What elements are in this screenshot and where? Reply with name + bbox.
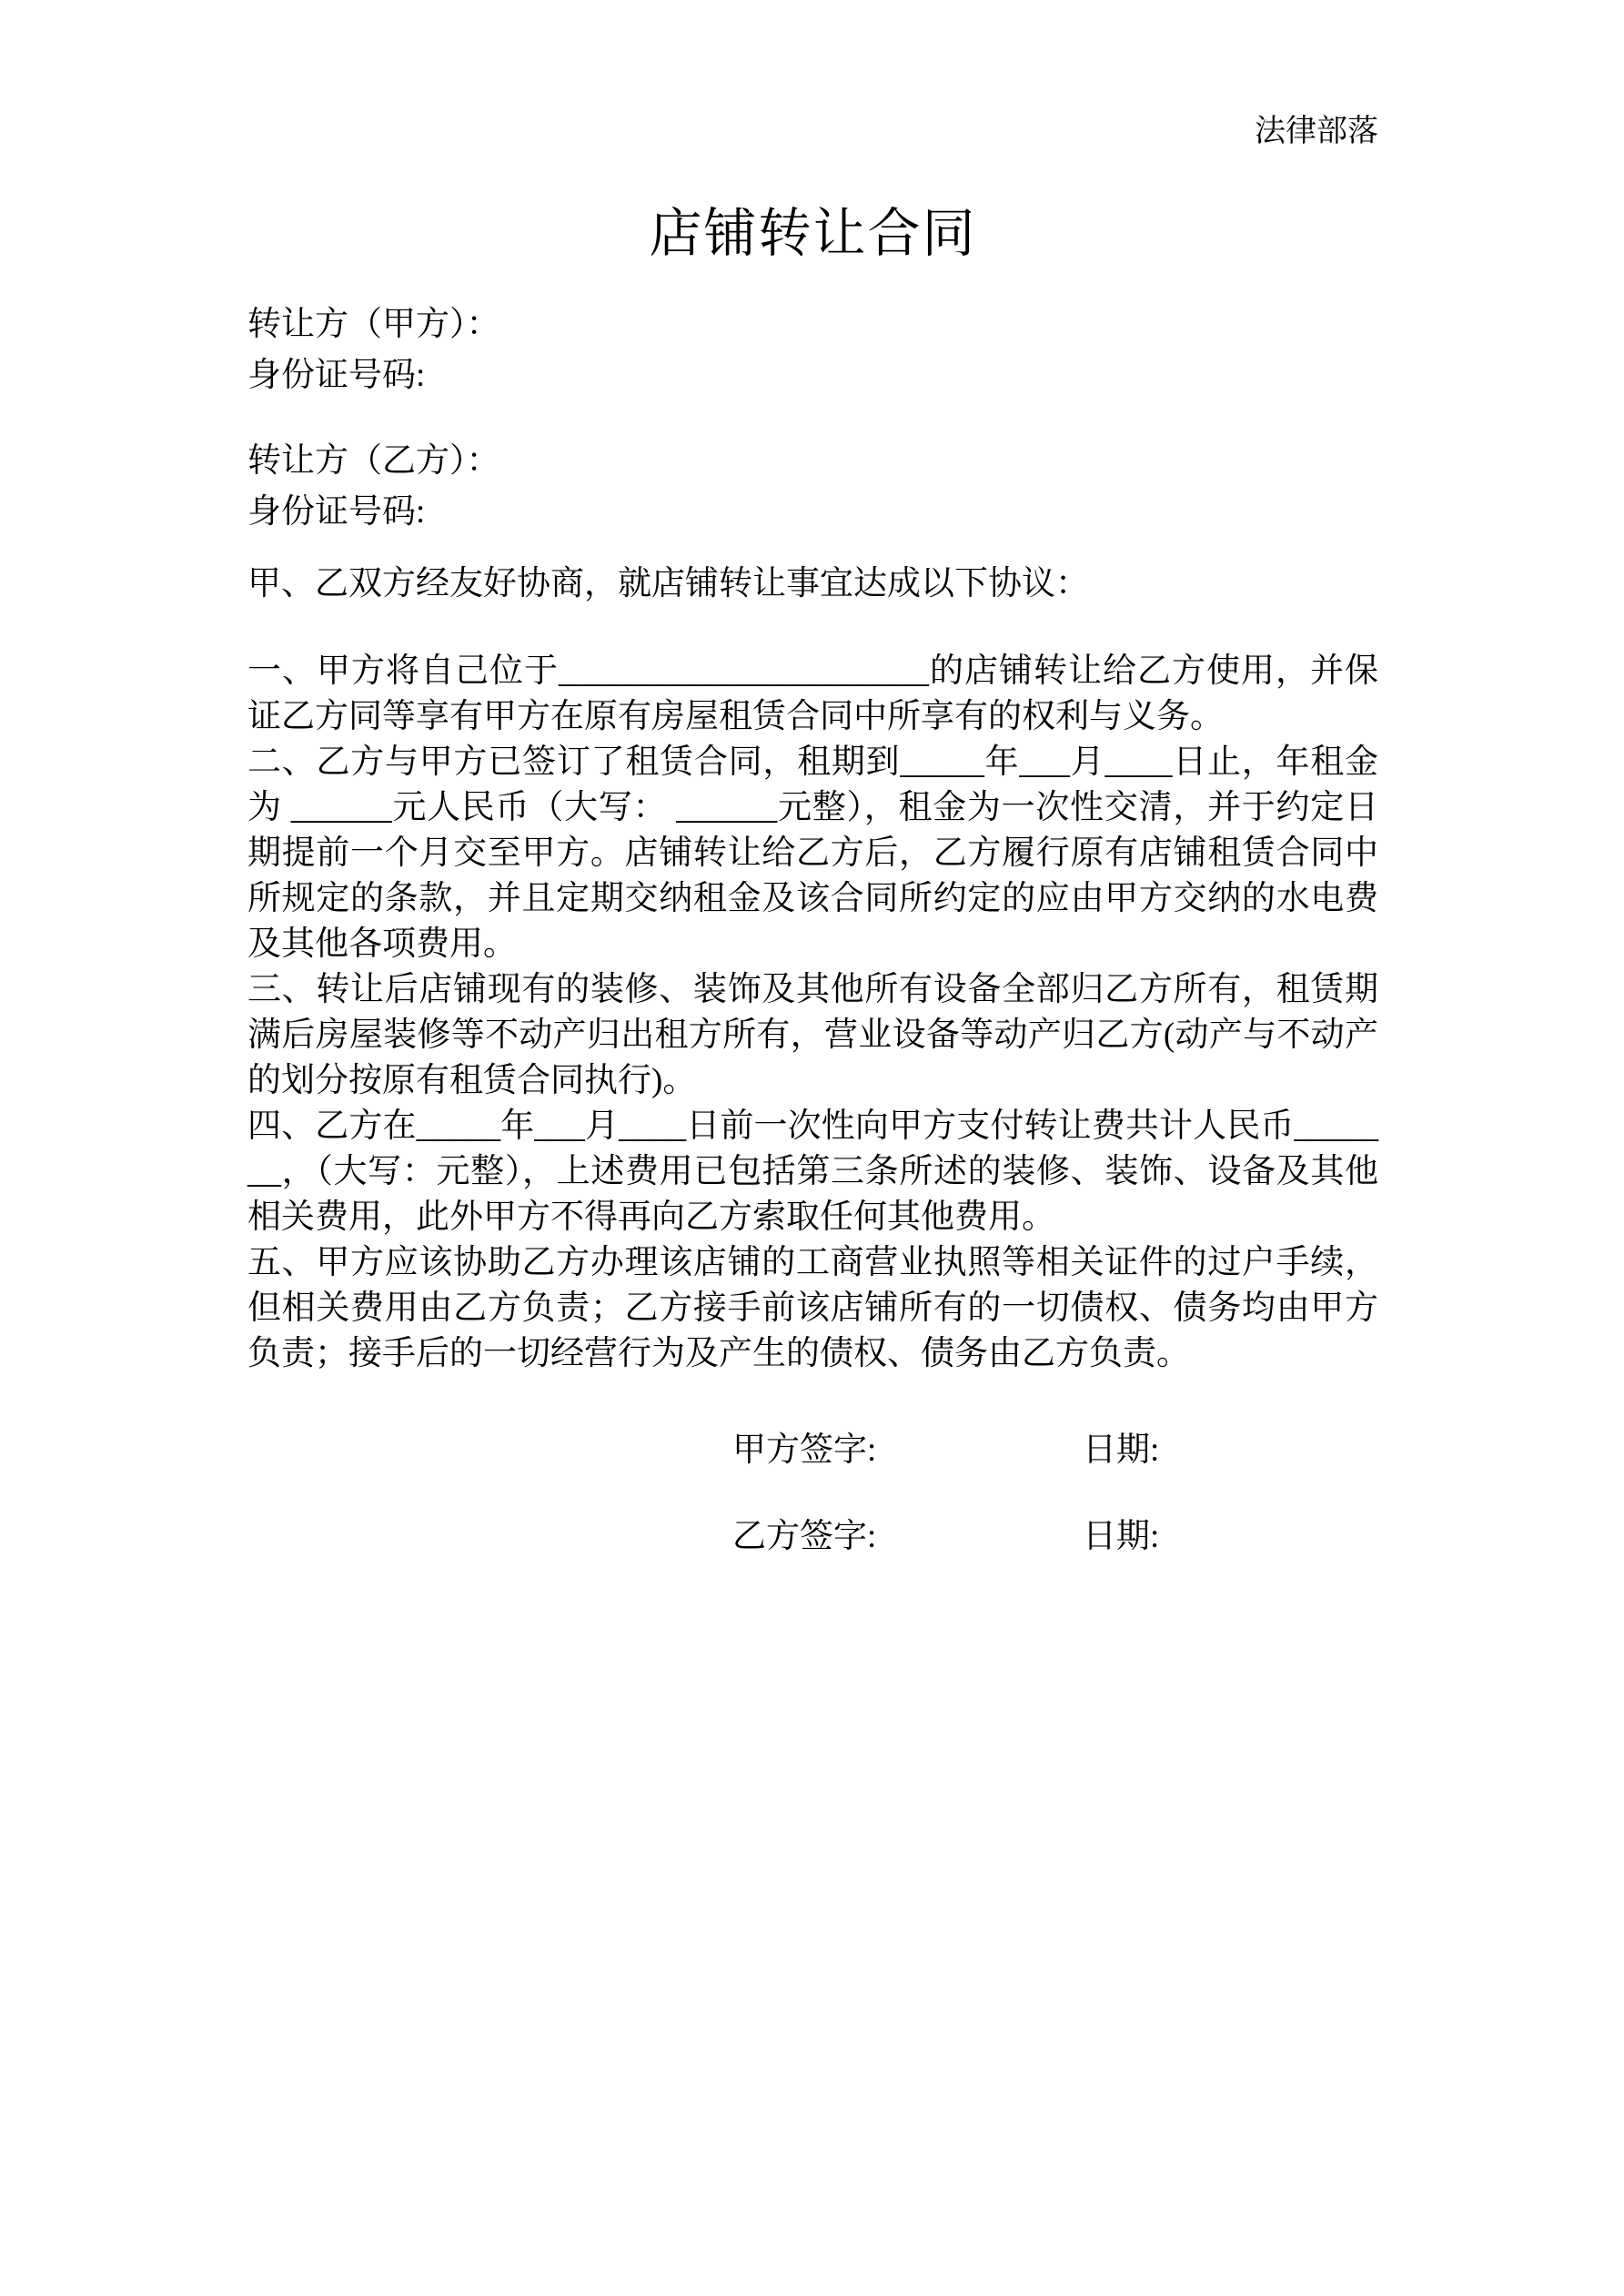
party-a-sign-label: 甲方签字: — [732, 1431, 877, 1469]
clause-list — [247, 649, 1378, 1377]
party-a-block — [247, 299, 1378, 401]
brand-text: 法律部落 — [1255, 115, 1378, 148]
clause-3: 三、转让后店铺现有的装修、装饰及其他所有设备全部归乙方所有，租赁期满后房屋装修等不动产归出租方所有，营业设备等动产归乙方(动产与不动产的划分按原有租赁合同执行)。 — [247, 971, 1378, 1099]
party-a-label: 转让方（甲方）： — [247, 306, 500, 343]
page-title: 店铺转让合同 — [649, 204, 977, 263]
party-b-signature-row — [732, 1514, 1378, 1560]
party-b-label: 转让方（乙方）： — [247, 442, 500, 480]
intro-line: 甲、乙双方经友好协商，就店铺转让事宜达成以下协议： — [247, 565, 1089, 602]
party-a-date-label: 日期: — [1083, 1431, 1160, 1469]
party-b-block — [247, 436, 1378, 538]
party-b-date-label: 日期: — [1083, 1518, 1160, 1555]
party-b-id-label: 身份证号码: — [247, 493, 426, 531]
clause-1: 一、甲方将自己位于______________________的店铺转让给乙方使用，并保证乙方同等享有甲方在原有房屋租赁合同中所享有的权利与义务。 — [247, 652, 1378, 735]
party-a-signature-row — [732, 1428, 1378, 1473]
party-b-sign-label: 乙方签字: — [732, 1518, 877, 1555]
clause-4: 四、乙方在_____年___月____日前一次性向甲方支付转让费共计人民币_______，（大写：元整），上述费用已包括第三条所述的装修、装饰、设备及其他相关费用，此外甲方不得再向乙方索取任何其他费用。 — [247, 1108, 1378, 1236]
signature-section — [247, 1428, 1378, 1560]
party-a-id-label: 身份证号码: — [247, 357, 426, 394]
clause-5: 五、甲方应该协助乙方办理该店铺的工商营业执照等相关证件的过户手续，但相关费用由乙方负责；乙方接手前该店铺所有的一切债权、债务均由甲方负责；接手后的一切经营行为及产生的债权、债务由乙方负责。 — [247, 1244, 1378, 1372]
clause-2: 二、乙方与甲方已签订了租赁合同，租期到_____年___月____日止，年租金为 ______元人民币（大写： ______元整），租金为一次性交清，并于约定日期提前一个月交至甲方。店铺转让给乙方后，乙方履行原有店铺租赁合同中所规定的条款，并且定期交纳租金及该合同所约定的应由甲方交纳的水电费及其他各项费用。 — [247, 743, 1378, 963]
